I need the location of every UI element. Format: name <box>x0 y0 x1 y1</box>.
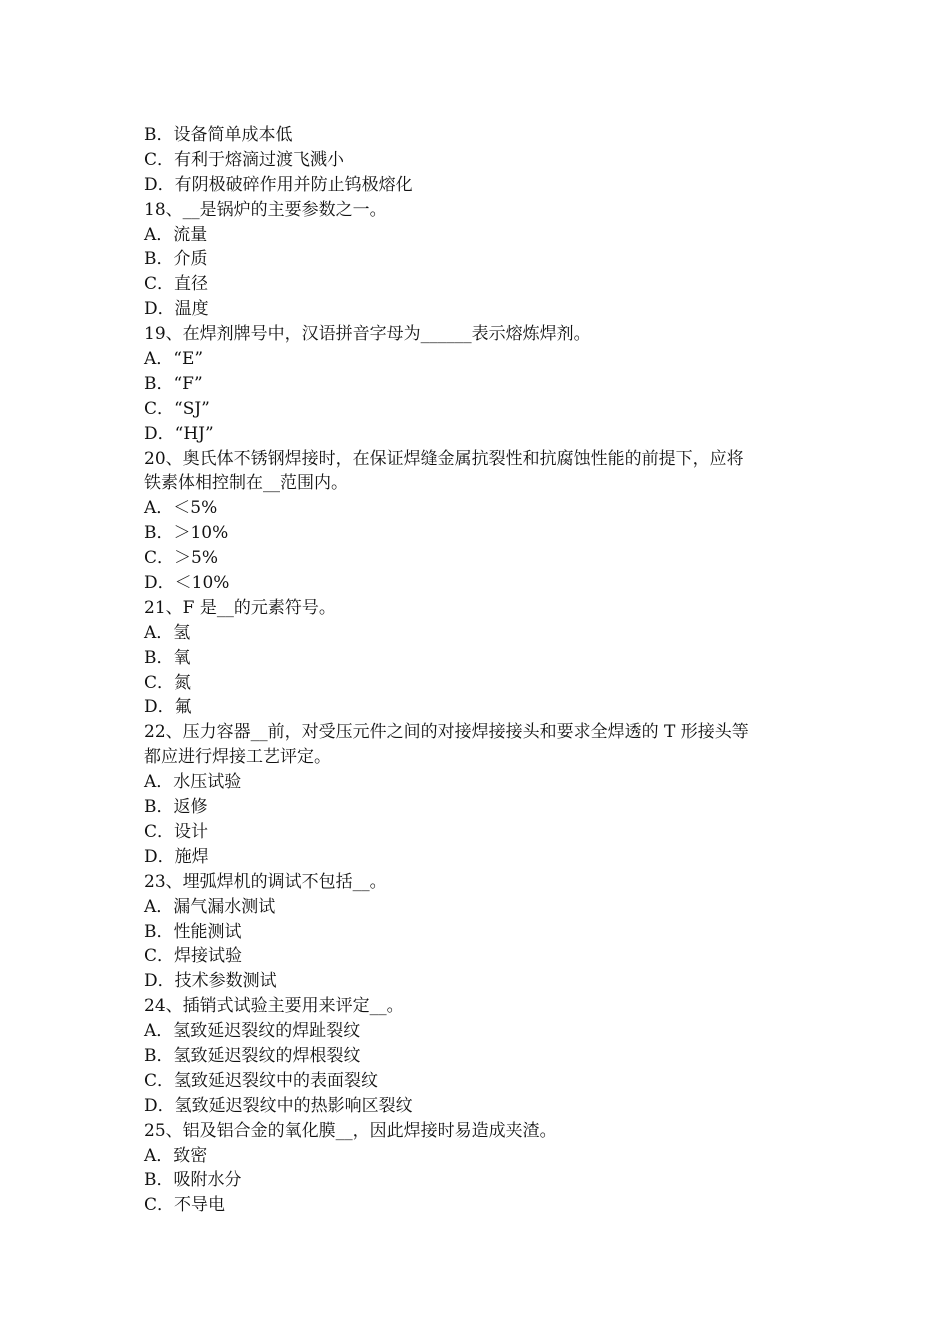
option-line: A．氢致延迟裂纹的焊趾裂纹 <box>144 1021 361 1042</box>
option-line: B．氧 <box>144 647 191 668</box>
option-line: D．氟 <box>144 697 192 718</box>
option-line: A．水压试验 <box>144 772 242 793</box>
question-line: 20、奥氏体不锈钢焊接时，在保证焊缝金属抗裂性和抗腐蚀性能的前提下，应将 <box>144 448 744 469</box>
option-line: C．直径 <box>144 274 209 295</box>
option-line: A．＜5% <box>144 498 218 519</box>
question-line: 24、插销式试验主要用来评定__。 <box>144 996 404 1017</box>
option-line: C．不导电 <box>144 1195 226 1216</box>
option-line: A．“E” <box>144 349 204 370</box>
option-line: D．温度 <box>144 299 209 320</box>
document-body <box>144 123 814 1218</box>
question-line: 都应进行焊接工艺评定。 <box>144 747 331 768</box>
option-line: D．“HJ” <box>144 423 214 444</box>
option-line: B．＞10% <box>144 523 229 544</box>
question-line: 铁素体相控制在__范围内。 <box>144 473 348 494</box>
question-line: 23、埋弧焊机的调试不包括__。 <box>144 871 387 892</box>
option-line: C．焊接试验 <box>144 946 243 967</box>
option-line: D．施焊 <box>144 846 209 867</box>
option-line: D．＜10% <box>144 573 230 594</box>
option-line: C．设计 <box>144 821 209 842</box>
question-line: 19、在焊剂牌号中，汉语拼音字母为______表示熔炼焊剂。 <box>144 324 591 345</box>
option-line: A．致密 <box>144 1145 208 1166</box>
option-line: D．技术参数测试 <box>144 971 277 992</box>
option-line: B．“F” <box>144 373 203 394</box>
text-line: C．有利于熔滴过渡飞溅小 <box>144 149 345 170</box>
option-line: A．氢 <box>144 622 191 643</box>
option-line: B．介质 <box>144 249 208 270</box>
option-line: A．流量 <box>144 224 208 245</box>
option-line: B．性能测试 <box>144 921 242 942</box>
question-line: 21、F 是__的元素符号。 <box>144 597 336 618</box>
option-line: B．返修 <box>144 797 208 818</box>
text-line: D．有阴极破碎作用并防止钨极熔化 <box>144 174 413 195</box>
option-line: C．氮 <box>144 672 192 693</box>
question-line: 18、__是锅炉的主要参数之一。 <box>144 199 387 220</box>
option-line: C．＞5% <box>144 548 218 569</box>
option-line: B．吸附水分 <box>144 1170 242 1191</box>
option-line: C．氢致延迟裂纹中的表面裂纹 <box>144 1070 379 1091</box>
option-line: C．“SJ” <box>144 398 210 419</box>
option-line: A．漏气漏水测试 <box>144 896 276 917</box>
question-line: 22、压力容器__前，对受压元件之间的对接焊接接头和要求全焊透的 T 形接头等 <box>144 722 749 743</box>
text-line: B．设备简单成本低 <box>144 125 293 145</box>
question-line: 25、铝及铝合金的氧化膜__，因此焊接时易造成夹渣。 <box>144 1120 557 1141</box>
option-line: D．氢致延迟裂纹中的热影响区裂纹 <box>144 1095 413 1116</box>
option-line: B．氢致延迟裂纹的焊根裂纹 <box>144 1045 361 1066</box>
